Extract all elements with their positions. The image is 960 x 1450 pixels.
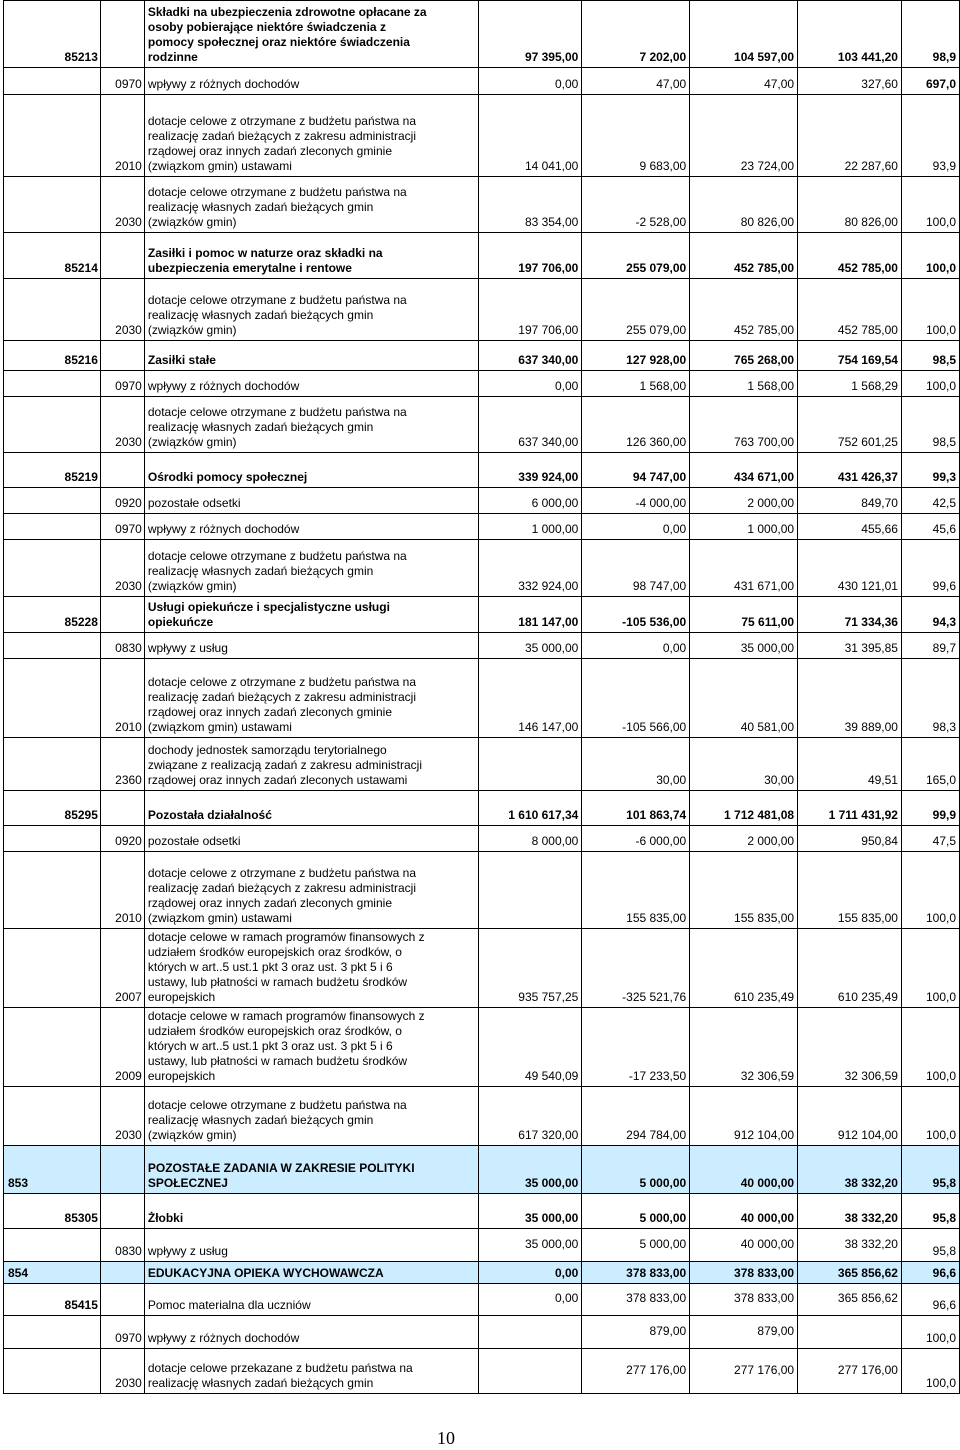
change-value-cell: 1 568,00 <box>582 371 690 397</box>
plan-value-cell: 0,00 <box>479 1262 582 1284</box>
plan-value-cell: 1 000,00 <box>479 514 582 540</box>
section-row <box>4 1 960 68</box>
table-row <box>4 68 960 95</box>
paragraph-code-cell: 2030 <box>100 397 144 453</box>
change-value-cell: -4 000,00 <box>582 488 690 514</box>
paragraph-code-cell: 2010 <box>100 659 144 738</box>
paragraph-code-cell <box>100 341 144 371</box>
paragraph-code-cell <box>100 1194 144 1229</box>
execution-value-cell: 452 785,00 <box>798 279 902 341</box>
paragraph-code-cell: 2030 <box>100 177 144 233</box>
percent-cell: 98,5 <box>901 397 959 453</box>
execution-value-cell <box>798 1316 902 1349</box>
execution-value-cell: 1 711 431,92 <box>798 791 902 826</box>
percent-cell: 165,0 <box>901 738 959 791</box>
description-cell: dotacje celowe otrzymane z budżetu państwa na realizację własnych zadań bieżących gmin (związków gmin) <box>144 540 479 597</box>
description-cell: Żłobki <box>144 1194 479 1229</box>
percent-cell: 100,0 <box>901 929 959 1008</box>
paragraph-code-cell <box>100 1284 144 1316</box>
percent-cell: 95,8 <box>901 1194 959 1229</box>
description-cell: POZOSTAŁE ZADANIA W ZAKRESIE POLITYKI SPOŁECZNEJ <box>144 1146 479 1194</box>
plan-value-cell: 35 000,00 <box>479 1229 582 1262</box>
description-cell: Usługi opiekuńcze i specjalistyczne usługi opiekuńcze <box>144 597 479 633</box>
change-value-cell: -325 521,76 <box>582 929 690 1008</box>
execution-value-cell: 754 169,54 <box>798 341 902 371</box>
section-code-cell <box>4 1229 101 1262</box>
table-row <box>4 397 960 453</box>
section-row <box>4 1262 960 1284</box>
section-code-cell <box>4 488 101 514</box>
plan-after-changes-cell: 2 000,00 <box>690 826 798 852</box>
execution-value-cell: 31 395,85 <box>798 633 902 659</box>
section-code-cell: 854 <box>4 1262 101 1284</box>
paragraph-code-cell: 0970 <box>100 371 144 397</box>
section-row <box>4 1284 960 1316</box>
change-value-cell: 94 747,00 <box>582 453 690 488</box>
execution-value-cell: 1 568,29 <box>798 371 902 397</box>
section-code-cell: 85216 <box>4 341 101 371</box>
percent-cell: 93,9 <box>901 95 959 177</box>
execution-value-cell: 610 235,49 <box>798 929 902 1008</box>
execution-value-cell: 32 306,59 <box>798 1008 902 1087</box>
table-row <box>4 852 960 929</box>
description-cell: pozostałe odsetki <box>144 488 479 514</box>
percent-cell: 100,0 <box>901 852 959 929</box>
description-cell: dochody jednostek samorządu terytorialnego związane z realizacją zadań z zakresu administracji rządowej oraz innych zadań zleconych ustawami <box>144 738 479 791</box>
section-code-cell <box>4 659 101 738</box>
description-cell: pozostałe odsetki <box>144 826 479 852</box>
plan-value-cell: 197 706,00 <box>479 279 582 341</box>
description-cell: dotacje celowe w ramach programów finansowych z udziałem środków europejskich oraz środków, o których w art..5 ust.1 pkt 3 oraz ust. 3 pkt 5 i 6 ustawy, lub płatności w ramach budżetu środków europejskich <box>144 929 479 1008</box>
paragraph-code-cell: 0830 <box>100 633 144 659</box>
paragraph-code-cell <box>100 233 144 279</box>
change-value-cell: -105 536,00 <box>582 597 690 633</box>
paragraph-code-cell: 0970 <box>100 68 144 95</box>
section-row <box>4 1146 960 1194</box>
execution-value-cell: 752 601,25 <box>798 397 902 453</box>
plan-value-cell: 332 924,00 <box>479 540 582 597</box>
percent-cell: 98,3 <box>901 659 959 738</box>
plan-after-changes-cell: 1 568,00 <box>690 371 798 397</box>
execution-value-cell: 71 334,36 <box>798 597 902 633</box>
table-row <box>4 738 960 791</box>
plan-after-changes-cell: 378 833,00 <box>690 1262 798 1284</box>
change-value-cell: 277 176,00 <box>582 1349 690 1394</box>
plan-after-changes-cell: 1 712 481,08 <box>690 791 798 826</box>
section-code-cell: 853 <box>4 1146 101 1194</box>
change-value-cell: 127 928,00 <box>582 341 690 371</box>
section-code-cell <box>4 929 101 1008</box>
table-row <box>4 929 960 1008</box>
execution-value-cell: 452 785,00 <box>798 233 902 279</box>
paragraph-code-cell: 2009 <box>100 1008 144 1087</box>
section-row <box>4 791 960 826</box>
description-cell: dotacje celowe przekazane z budżetu państwa na realizację własnych zadań bieżących gmin <box>144 1349 479 1394</box>
description-cell: wpływy z różnych dochodów <box>144 514 479 540</box>
plan-value-cell: 14 041,00 <box>479 95 582 177</box>
section-code-cell: 85305 <box>4 1194 101 1229</box>
change-value-cell: 5 000,00 <box>582 1194 690 1229</box>
execution-value-cell: 431 426,37 <box>798 453 902 488</box>
plan-value-cell: 617 320,00 <box>479 1087 582 1146</box>
change-value-cell: -17 233,50 <box>582 1008 690 1087</box>
percent-cell: 99,9 <box>901 791 959 826</box>
execution-value-cell: 912 104,00 <box>798 1087 902 1146</box>
plan-value-cell <box>479 738 582 791</box>
table-row <box>4 826 960 852</box>
plan-after-changes-cell: 434 671,00 <box>690 453 798 488</box>
plan-after-changes-cell: 75 611,00 <box>690 597 798 633</box>
plan-after-changes-cell: 610 235,49 <box>690 929 798 1008</box>
plan-after-changes-cell: 277 176,00 <box>690 1349 798 1394</box>
execution-value-cell: 38 332,20 <box>798 1146 902 1194</box>
plan-after-changes-cell: 431 671,00 <box>690 540 798 597</box>
change-value-cell: 155 835,00 <box>582 852 690 929</box>
paragraph-code-cell: 2010 <box>100 852 144 929</box>
description-cell: dotacje celowe z otrzymane z budżetu państwa na realizację zadań bieżących z zakresu administracji rządowej oraz innych zadań zleconych gminie (związkom gmin) ustawami <box>144 659 479 738</box>
section-code-cell <box>4 279 101 341</box>
change-value-cell: 0,00 <box>582 514 690 540</box>
description-cell: dotacje celowe z otrzymane z budżetu państwa na realizację zadań bieżących z zakresu administracji rządowej oraz innych zadań zleconych gminie (związkom gmin) ustawami <box>144 852 479 929</box>
plan-value-cell <box>479 852 582 929</box>
change-value-cell: 879,00 <box>582 1316 690 1349</box>
change-value-cell: 5 000,00 <box>582 1229 690 1262</box>
change-value-cell: -2 528,00 <box>582 177 690 233</box>
table-row <box>4 488 960 514</box>
percent-cell: 42,5 <box>901 488 959 514</box>
paragraph-code-cell <box>100 597 144 633</box>
section-code-cell <box>4 514 101 540</box>
section-code-cell: 85415 <box>4 1284 101 1316</box>
execution-value-cell: 39 889,00 <box>798 659 902 738</box>
percent-cell: 94,3 <box>901 597 959 633</box>
table-row <box>4 1229 960 1262</box>
change-value-cell: 378 833,00 <box>582 1262 690 1284</box>
percent-cell: 95,8 <box>901 1229 959 1262</box>
table-row <box>4 95 960 177</box>
percent-cell: 697,0 <box>901 68 959 95</box>
section-code-cell <box>4 177 101 233</box>
budget-table <box>3 0 960 1394</box>
section-row <box>4 597 960 633</box>
description-cell: dotacje celowe otrzymane z budżetu państwa na realizację własnych zadań bieżących gmin (związków gmin) <box>144 279 479 341</box>
section-row <box>4 233 960 279</box>
paragraph-code-cell: 2030 <box>100 1349 144 1394</box>
change-value-cell: -6 000,00 <box>582 826 690 852</box>
percent-cell: 45,6 <box>901 514 959 540</box>
description-cell: dotacje celowe w ramach programów finansowych z udziałem środków europejskich oraz środków, o których w art..5 ust.1 pkt 3 oraz ust. 3 pkt 5 i 6 ustawy, lub płatności w ramach budżetu środków europejskich <box>144 1008 479 1087</box>
plan-value-cell: 49 540,09 <box>479 1008 582 1087</box>
paragraph-code-cell <box>100 791 144 826</box>
table-row <box>4 1349 960 1394</box>
plan-value-cell: 35 000,00 <box>479 1146 582 1194</box>
percent-cell: 100,0 <box>901 177 959 233</box>
plan-after-changes-cell: 32 306,59 <box>690 1008 798 1087</box>
percent-cell: 99,6 <box>901 540 959 597</box>
plan-value-cell: 35 000,00 <box>479 633 582 659</box>
plan-value-cell: 637 340,00 <box>479 397 582 453</box>
description-cell: dotacje celowe z otrzymane z budżetu państwa na realizację zadań bieżących z zakresu administracji rządowej oraz innych zadań zleconych gminie (związkom gmin) ustawami <box>144 95 479 177</box>
section-code-cell: 85219 <box>4 453 101 488</box>
change-value-cell: 7 202,00 <box>582 1 690 68</box>
section-code-cell <box>4 633 101 659</box>
description-cell: Zasiłki i pomoc w naturze oraz składki na ubezpieczenia emerytalne i rentowe <box>144 233 479 279</box>
plan-value-cell: 35 000,00 <box>479 1194 582 1229</box>
table-row <box>4 371 960 397</box>
section-code-cell: 85295 <box>4 791 101 826</box>
change-value-cell: 378 833,00 <box>582 1284 690 1316</box>
percent-cell: 95,8 <box>901 1146 959 1194</box>
plan-after-changes-cell: 452 785,00 <box>690 233 798 279</box>
paragraph-code-cell: 2360 <box>100 738 144 791</box>
description-cell: wpływy z różnych dochodów <box>144 371 479 397</box>
percent-cell: 96,6 <box>901 1284 959 1316</box>
description-cell: Ośrodki pomocy społecznej <box>144 453 479 488</box>
section-code-cell <box>4 1316 101 1349</box>
plan-value-cell: 181 147,00 <box>479 597 582 633</box>
paragraph-code-cell <box>100 1146 144 1194</box>
plan-after-changes-cell: 23 724,00 <box>690 95 798 177</box>
table-row <box>4 177 960 233</box>
execution-value-cell: 80 826,00 <box>798 177 902 233</box>
plan-value-cell: 8 000,00 <box>479 826 582 852</box>
section-code-cell: 85214 <box>4 233 101 279</box>
plan-after-changes-cell: 40 581,00 <box>690 659 798 738</box>
plan-value-cell: 146 147,00 <box>479 659 582 738</box>
change-value-cell: 5 000,00 <box>582 1146 690 1194</box>
percent-cell: 100,0 <box>901 233 959 279</box>
section-code-cell <box>4 852 101 929</box>
percent-cell: 98,5 <box>901 341 959 371</box>
paragraph-code-cell: 2030 <box>100 1087 144 1146</box>
execution-value-cell: 455,66 <box>798 514 902 540</box>
section-code-cell <box>4 1349 101 1394</box>
paragraph-code-cell: 0920 <box>100 488 144 514</box>
change-value-cell: 126 360,00 <box>582 397 690 453</box>
plan-value-cell: 0,00 <box>479 68 582 95</box>
plan-after-changes-cell: 30,00 <box>690 738 798 791</box>
description-cell: Pozostała działalność <box>144 791 479 826</box>
paragraph-code-cell <box>100 1262 144 1284</box>
plan-after-changes-cell: 763 700,00 <box>690 397 798 453</box>
description-cell: wpływy z różnych dochodów <box>144 68 479 95</box>
change-value-cell: 101 863,74 <box>582 791 690 826</box>
execution-value-cell: 155 835,00 <box>798 852 902 929</box>
section-code-cell <box>4 826 101 852</box>
change-value-cell: 255 079,00 <box>582 233 690 279</box>
description-cell: Składki na ubezpieczenia zdrowotne opłacane za osoby pobierające niektóre świadczenia z pomocy społecznej oraz niektóre świadczenia rodzinne <box>144 1 479 68</box>
description-cell: Zasiłki stałe <box>144 341 479 371</box>
plan-after-changes-cell: 912 104,00 <box>690 1087 798 1146</box>
description-cell: Pomoc materialna dla uczniów <box>144 1284 479 1316</box>
change-value-cell: 47,00 <box>582 68 690 95</box>
section-code-cell <box>4 68 101 95</box>
percent-cell: 100,0 <box>901 1008 959 1087</box>
section-code-cell <box>4 738 101 791</box>
table-row <box>4 1087 960 1146</box>
execution-value-cell: 365 856,62 <box>798 1262 902 1284</box>
paragraph-code-cell: 0970 <box>100 514 144 540</box>
execution-value-cell: 950,84 <box>798 826 902 852</box>
paragraph-code-cell: 0920 <box>100 826 144 852</box>
plan-value-cell: 637 340,00 <box>479 341 582 371</box>
plan-after-changes-cell: 452 785,00 <box>690 279 798 341</box>
execution-value-cell: 103 441,20 <box>798 1 902 68</box>
plan-after-changes-cell: 47,00 <box>690 68 798 95</box>
execution-value-cell: 22 287,60 <box>798 95 902 177</box>
plan-value-cell: 0,00 <box>479 1284 582 1316</box>
percent-cell: 100,0 <box>901 1349 959 1394</box>
paragraph-code-cell <box>100 1 144 68</box>
table-row <box>4 1316 960 1349</box>
percent-cell: 100,0 <box>901 371 959 397</box>
section-code-cell <box>4 397 101 453</box>
section-code-cell <box>4 371 101 397</box>
table-row <box>4 540 960 597</box>
change-value-cell: 294 784,00 <box>582 1087 690 1146</box>
plan-value-cell: 6 000,00 <box>479 488 582 514</box>
section-code-cell <box>4 95 101 177</box>
table-row <box>4 1008 960 1087</box>
change-value-cell: 30,00 <box>582 738 690 791</box>
plan-after-changes-cell: 1 000,00 <box>690 514 798 540</box>
paragraph-code-cell: 2030 <box>100 540 144 597</box>
section-row <box>4 341 960 371</box>
execution-value-cell: 327,60 <box>798 68 902 95</box>
plan-value-cell: 197 706,00 <box>479 233 582 279</box>
execution-value-cell: 365 856,62 <box>798 1284 902 1316</box>
execution-value-cell: 49,51 <box>798 738 902 791</box>
execution-value-cell: 38 332,20 <box>798 1229 902 1262</box>
plan-value-cell: 935 757,25 <box>479 929 582 1008</box>
plan-after-changes-cell: 765 268,00 <box>690 341 798 371</box>
percent-cell: 99,3 <box>901 453 959 488</box>
plan-after-changes-cell: 40 000,00 <box>690 1194 798 1229</box>
paragraph-code-cell: 2007 <box>100 929 144 1008</box>
paragraph-code-cell: 2010 <box>100 95 144 177</box>
percent-cell: 100,0 <box>901 1316 959 1349</box>
execution-value-cell: 430 121,01 <box>798 540 902 597</box>
plan-after-changes-cell: 40 000,00 <box>690 1229 798 1262</box>
percent-cell: 47,5 <box>901 826 959 852</box>
plan-value-cell: 0,00 <box>479 371 582 397</box>
page-number: 10 <box>437 1428 455 1448</box>
plan-after-changes-cell: 378 833,00 <box>690 1284 798 1316</box>
table-row <box>4 279 960 341</box>
plan-after-changes-cell: 155 835,00 <box>690 852 798 929</box>
change-value-cell: -105 566,00 <box>582 659 690 738</box>
description-cell: dotacje celowe otrzymane z budżetu państwa na realizację własnych zadań bieżących gmin (związków gmin) <box>144 397 479 453</box>
change-value-cell: 9 683,00 <box>582 95 690 177</box>
percent-cell: 96,6 <box>901 1262 959 1284</box>
plan-after-changes-cell: 879,00 <box>690 1316 798 1349</box>
percent-cell: 100,0 <box>901 1087 959 1146</box>
change-value-cell: 255 079,00 <box>582 279 690 341</box>
paragraph-code-cell: 0970 <box>100 1316 144 1349</box>
percent-cell: 100,0 <box>901 279 959 341</box>
section-code-cell: 85228 <box>4 597 101 633</box>
description-cell: wpływy z usług <box>144 633 479 659</box>
percent-cell: 98,9 <box>901 1 959 68</box>
paragraph-code-cell: 0830 <box>100 1229 144 1262</box>
plan-after-changes-cell: 40 000,00 <box>690 1146 798 1194</box>
description-cell: EDUKACYJNA OPIEKA WYCHOWAWCZA <box>144 1262 479 1284</box>
execution-value-cell: 38 332,20 <box>798 1194 902 1229</box>
description-cell: dotacje celowe otrzymane z budżetu państwa na realizację własnych zadań bieżących gmin (związków gmin) <box>144 1087 479 1146</box>
description-cell: dotacje celowe otrzymane z budżetu państwa na realizację własnych zadań bieżących gmin (związków gmin) <box>144 177 479 233</box>
table-row <box>4 659 960 738</box>
change-value-cell: 98 747,00 <box>582 540 690 597</box>
description-cell: wpływy z usług <box>144 1229 479 1262</box>
percent-cell: 89,7 <box>901 633 959 659</box>
plan-after-changes-cell: 2 000,00 <box>690 488 798 514</box>
plan-value-cell: 83 354,00 <box>479 177 582 233</box>
section-row <box>4 1194 960 1229</box>
execution-value-cell: 277 176,00 <box>798 1349 902 1394</box>
paragraph-code-cell <box>100 453 144 488</box>
plan-value-cell <box>479 1349 582 1394</box>
plan-after-changes-cell: 80 826,00 <box>690 177 798 233</box>
section-code-cell <box>4 540 101 597</box>
plan-value-cell: 1 610 617,34 <box>479 791 582 826</box>
description-cell: wpływy z różnych dochodów <box>144 1316 479 1349</box>
plan-after-changes-cell: 35 000,00 <box>690 633 798 659</box>
plan-value-cell: 97 395,00 <box>479 1 582 68</box>
plan-value-cell <box>479 1316 582 1349</box>
plan-value-cell: 339 924,00 <box>479 453 582 488</box>
execution-value-cell: 849,70 <box>798 488 902 514</box>
change-value-cell: 0,00 <box>582 633 690 659</box>
section-row <box>4 453 960 488</box>
plan-after-changes-cell: 104 597,00 <box>690 1 798 68</box>
section-code-cell: 85213 <box>4 1 101 68</box>
table-row <box>4 633 960 659</box>
section-code-cell <box>4 1008 101 1087</box>
section-code-cell <box>4 1087 101 1146</box>
paragraph-code-cell: 2030 <box>100 279 144 341</box>
table-row <box>4 514 960 540</box>
